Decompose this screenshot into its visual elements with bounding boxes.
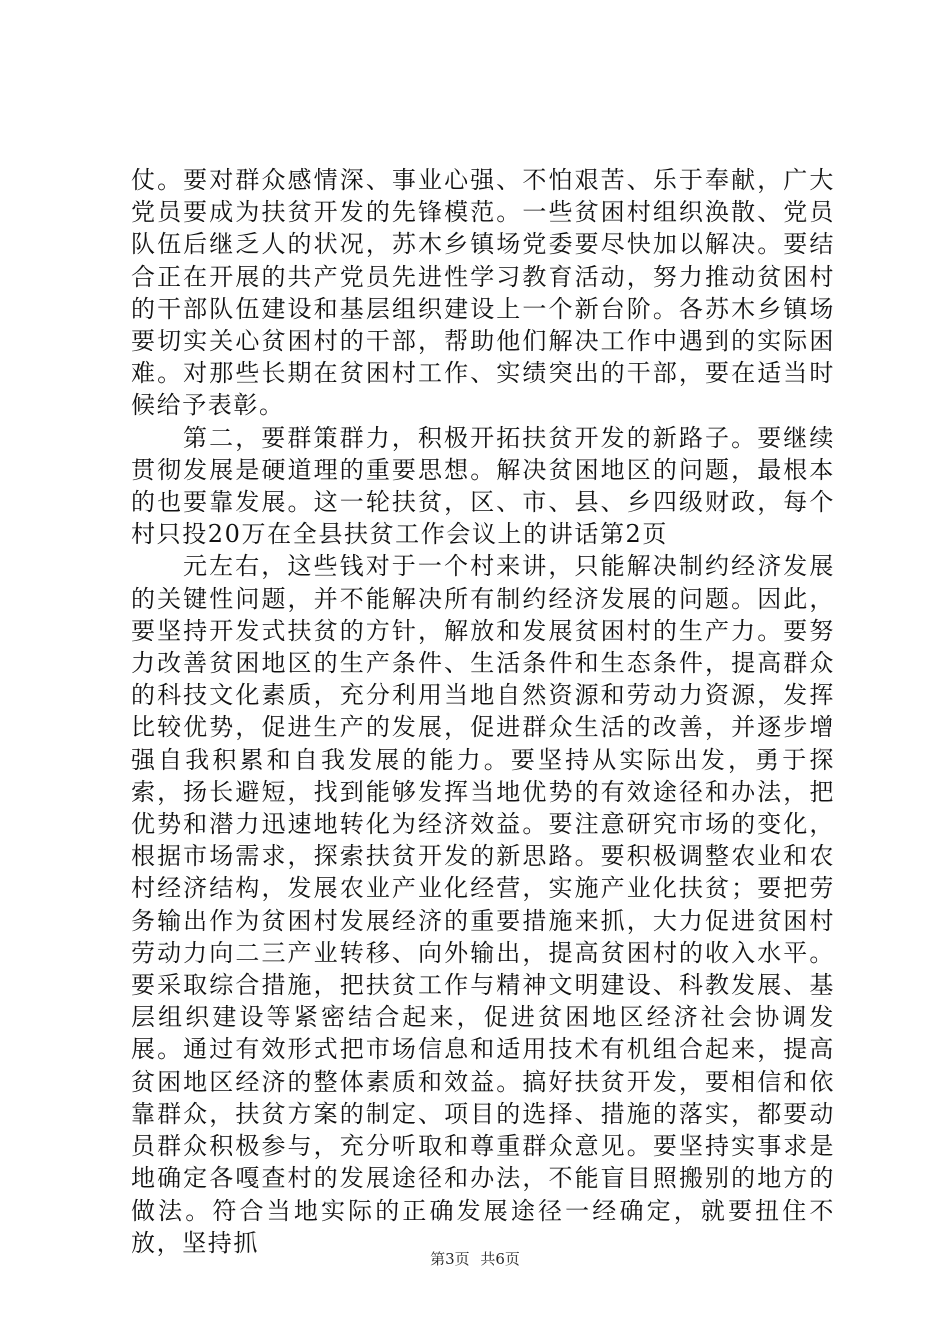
page-total: 共6页 [480,1250,520,1268]
paragraph-2: 第二，要群策群力，积极开拓扶贫开发的新路子。要继续贯彻发展是硬道理的重要思想。解决贫困地区的问题，最根本的也要靠发展。这一轮扶贫，区、市、县、乡四级财政，每个村只投20万在全县扶贫工作会议上的讲话第2页 [131,423,835,549]
page-number: 第3页 [430,1250,470,1268]
document-body [131,164,835,1259]
paragraph-3: 元左右，这些钱对于一个村来讲，只能解决制约经济发展的关键性问题，并不能解决所有制约经济发展的问题。因此，要坚持开发式扶贫的方针，解放和发展贫困村的生产力。要努力改善贫困地区的生产条件、生活条件和生态条件，提高群众的科技文化素质，充分利用当地自然资源和劳动力资源，发挥比较优势，促进生产的发展，促进群众生活的改善，并逐步增强自我积累和自我发展的能力。要坚持从实际出发，勇于探索，扬长避短，找到能够发挥当地优势的有效途径和办法，把优势和潜力迅速地转化为经济效益。要注意研究市场的变化，根据市场需求，探索扶贫开发的新思路。要积极调整农业和农村经济结构，发展农业产业化经营，实施产业化扶贫；要把劳务输出作为贫困村发展经济的重要措施来抓，大力促进贫困村劳动力向二三产业转移、向外输出，提高贫困村的收入水平。要采取综合措施，把扶贫工作与精神文明建设、科教发展、基层组织建设等紧密结合起来，促进贫困地区经济社会协调发展。通过有效形式把市场信息和适用技术有机组合起来，提高贫困地区经济的整体素质和效益。搞好扶贫开发，要相信和依靠群众，扶贫方案的制定、项目的选择、措施的落实，都要动员群众积极参与，充分听取和尊重群众意见。要坚持实事求是地确定各嘎查村的发展途径和办法，不能盲目照搬别的地方的做法。符合当地实际的正确发展途径一经确定，就要扭住不放，坚持抓 [131,552,835,1257]
paragraph-1: 仗。要对群众感情深、事业心强、不怕艰苦、乐于奉献，广大党员要成为扶贫开发的先锋模范。一些贫困村组织涣散、党员队伍后继乏人的状况，苏木乡镇场党委要尽快加以解决。要结合正在开展的共产党员先进性学习教育活动，努力推动贫困村的干部队伍建设和基层组织建设上一个新台阶。各苏木乡镇场要切实关心贫困村的干部，帮助他们解决工作中遇到的实际困难。对那些长期在贫困村工作、实绩突出的干部，要在适当时候给予表彰。 [131,166,835,420]
page-footer [0,1248,950,1269]
